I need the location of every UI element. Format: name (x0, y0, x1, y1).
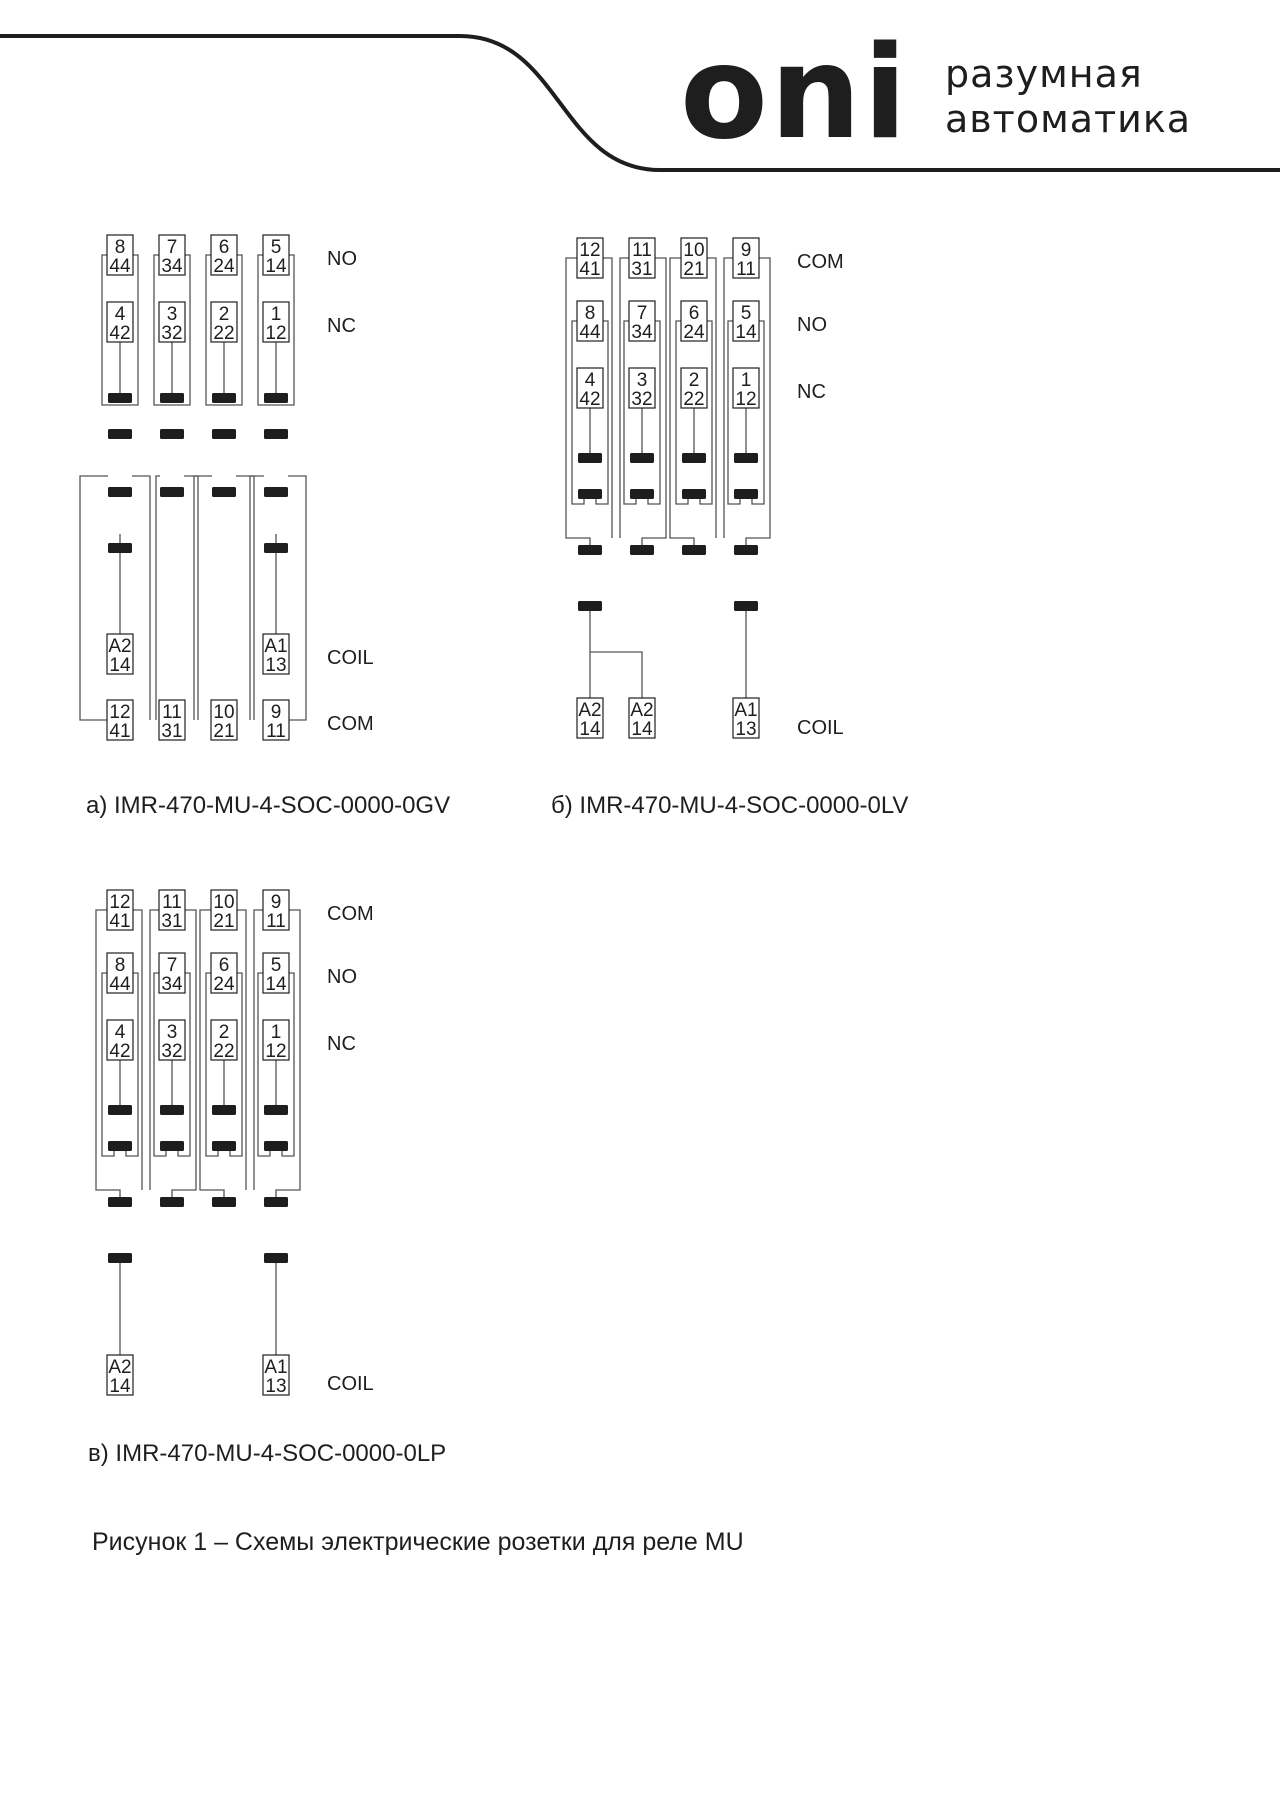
row-label-no: NO (797, 314, 827, 336)
diagram-a (80, 230, 400, 750)
row-label-com: COM (797, 251, 844, 273)
brand-tagline-line1: разумная (945, 52, 1143, 96)
terminal-bottom-number: 32 (631, 389, 653, 410)
terminal-bottom-number: 14 (735, 322, 757, 343)
terminal-bottom-number: 24 (213, 256, 235, 277)
terminal-bottom-number: 42 (579, 389, 601, 410)
wire (154, 973, 166, 1156)
terminal-top-number: 3 (636, 370, 648, 391)
terminal-bottom-number: 22 (213, 1041, 235, 1062)
contact-pad (682, 489, 706, 499)
contact-pad (160, 393, 184, 403)
terminal-bottom-number: 44 (109, 974, 131, 995)
contact-pad (264, 1197, 288, 1207)
terminal-bottom-number: 31 (631, 259, 653, 280)
page-header (0, 0, 1280, 190)
row-label-nc: NC (327, 315, 356, 337)
contact-pad (108, 487, 132, 497)
figure-caption: Рисунок 1 – Схемы электрические розетки для реле MU (92, 1528, 744, 1556)
contact-pad (160, 1141, 184, 1151)
terminal-bottom-number: 21 (683, 259, 705, 280)
terminal-top-number: 5 (740, 303, 752, 324)
terminal-top-number: 2 (688, 370, 700, 391)
contact-pad (160, 1105, 184, 1115)
contact-pad (264, 1253, 288, 1263)
contact-pad (108, 1105, 132, 1115)
terminal-bottom-number: 44 (109, 256, 131, 277)
terminal-bottom-number: 24 (213, 974, 235, 995)
terminal-top-number: A2 (630, 700, 654, 721)
contact-pad (108, 1141, 132, 1151)
terminal-top-number: A2 (578, 700, 602, 721)
terminal-top-number: 10 (683, 240, 705, 261)
terminal-bottom-number: 13 (265, 1376, 287, 1397)
contact-pad (682, 453, 706, 463)
contact-pad (264, 429, 288, 439)
contact-pad (160, 487, 184, 497)
wire (752, 321, 764, 504)
contact-pad (734, 489, 758, 499)
terminal-top-number: 5 (270, 955, 282, 976)
terminal-top-number: 6 (218, 955, 230, 976)
terminal-bottom-number: 21 (213, 911, 235, 932)
terminal-top-number: 1 (740, 370, 752, 391)
terminal-bottom-number: 22 (683, 389, 705, 410)
contact-pad (212, 1197, 236, 1207)
terminal-bottom-number: 34 (631, 322, 653, 343)
contact-pad (108, 429, 132, 439)
terminal-top-number: 11 (632, 240, 652, 261)
contact-pad (578, 545, 602, 555)
wire (184, 476, 198, 720)
terminal-bottom-number: 14 (631, 719, 653, 740)
terminal-top-number: A2 (108, 1357, 132, 1378)
terminal-top-number: 11 (162, 702, 182, 723)
contact-pad (578, 489, 602, 499)
wire (132, 476, 150, 720)
terminal-bottom-number: 42 (109, 323, 131, 344)
terminal-bottom-number: 22 (213, 323, 235, 344)
contact-pad (734, 545, 758, 555)
terminal-top-number: 6 (218, 237, 230, 258)
wire (250, 476, 264, 720)
contact-pad (212, 487, 236, 497)
terminal-bottom-number: 14 (109, 1376, 131, 1397)
row-label-coil: COIL (327, 1373, 374, 1395)
terminal-top-number: 12 (109, 892, 131, 913)
terminal-top-number: 8 (114, 955, 126, 976)
terminal-top-number: 12 (579, 240, 601, 261)
terminal-top-number: 5 (270, 237, 282, 258)
contact-pad (108, 1253, 132, 1263)
contact-pad (264, 1141, 288, 1151)
contact-pad (160, 1197, 184, 1207)
row-label-no: NO (327, 966, 357, 988)
terminal-top-number: A2 (108, 636, 132, 657)
terminal-bottom-number: 11 (736, 259, 756, 280)
terminal-bottom-number: 14 (109, 655, 131, 676)
terminal-bottom-number: 44 (579, 322, 601, 343)
terminal-bottom-number: 12 (265, 323, 287, 344)
contact-pad (630, 453, 654, 463)
terminal-top-number: 9 (270, 892, 282, 913)
contact-pad (160, 429, 184, 439)
contact-pad (264, 1105, 288, 1115)
wire (230, 973, 242, 1156)
wire (178, 973, 190, 1156)
wire (288, 476, 306, 720)
row-label-com: COM (327, 713, 374, 735)
terminal-top-number: 10 (213, 702, 235, 723)
contact-pad (212, 429, 236, 439)
wire (206, 973, 218, 1156)
row-label-coil: COIL (797, 717, 844, 739)
wire (156, 476, 160, 720)
row-label-nc: NC (797, 381, 826, 403)
wire (572, 321, 584, 504)
wire (728, 321, 740, 504)
brand-tagline-line2: автоматика (945, 97, 1192, 141)
terminal-bottom-number: 21 (213, 721, 235, 742)
terminal-top-number: 1 (270, 1022, 282, 1043)
terminal-top-number: 8 (114, 237, 126, 258)
wire (596, 321, 608, 504)
wire (590, 652, 642, 698)
wire (700, 321, 712, 504)
terminal-bottom-number: 31 (161, 721, 183, 742)
wire (648, 321, 660, 504)
row-label-no: NO (327, 248, 357, 270)
brand-logo: oni (680, 19, 909, 168)
wire (102, 973, 114, 1156)
terminal-top-number: 3 (166, 304, 178, 325)
contact-pad (630, 545, 654, 555)
diagram-b-caption: б) IMR-470-MU-4-SOC-0000-0LV (551, 792, 909, 819)
wire (194, 476, 212, 720)
contact-pad (264, 543, 288, 553)
terminal-bottom-number: 34 (161, 974, 183, 995)
terminal-bottom-number: 12 (265, 1041, 287, 1062)
wire (676, 321, 688, 504)
terminal-top-number: 2 (218, 1022, 230, 1043)
diagram-a-caption: а) IMR-470-MU-4-SOC-0000-0GV (86, 792, 451, 819)
terminal-top-number: 9 (740, 240, 752, 261)
row-label-coil: COIL (327, 647, 374, 669)
wire (624, 321, 636, 504)
terminal-bottom-number: 32 (161, 1041, 183, 1062)
contact-pad (212, 1141, 236, 1151)
terminal-bottom-number: 11 (266, 721, 286, 742)
contact-pad (578, 453, 602, 463)
terminal-bottom-number: 41 (579, 259, 601, 280)
contact-pad (578, 601, 602, 611)
terminal-bottom-number: 11 (266, 911, 286, 932)
wire (258, 973, 270, 1156)
contact-pad (682, 545, 706, 555)
terminal-top-number: 4 (584, 370, 596, 391)
terminal-top-number: 7 (166, 237, 178, 258)
diagram-c-caption: в) IMR-470-MU-4-SOC-0000-0LP (88, 1440, 447, 1467)
terminal-top-number: 11 (162, 892, 182, 913)
contact-pad (734, 601, 758, 611)
wire (126, 973, 138, 1156)
terminal-top-number: 8 (584, 303, 596, 324)
terminal-bottom-number: 13 (265, 655, 287, 676)
terminal-top-number: 12 (109, 702, 131, 723)
contact-pad (734, 453, 758, 463)
terminal-bottom-number: 14 (265, 256, 287, 277)
contact-pad (108, 393, 132, 403)
wire (282, 973, 294, 1156)
terminal-bottom-number: 14 (579, 719, 601, 740)
terminal-top-number: 4 (114, 1022, 126, 1043)
terminal-bottom-number: 41 (109, 721, 131, 742)
terminal-bottom-number: 41 (109, 911, 131, 932)
contact-pad (630, 489, 654, 499)
terminal-top-number: A1 (264, 1357, 288, 1378)
terminal-bottom-number: 12 (735, 389, 757, 410)
terminal-top-number: 9 (270, 702, 282, 723)
terminal-top-number: 1 (270, 304, 282, 325)
wire (236, 476, 254, 720)
terminal-bottom-number: 31 (161, 911, 183, 932)
terminal-top-number: 7 (636, 303, 648, 324)
terminal-top-number: 3 (166, 1022, 178, 1043)
diagram-c (80, 880, 400, 1400)
terminal-bottom-number: 42 (109, 1041, 131, 1062)
terminal-top-number: 4 (114, 304, 126, 325)
contact-pad (108, 543, 132, 553)
terminal-top-number: 7 (166, 955, 178, 976)
terminal-top-number: 6 (688, 303, 700, 324)
terminal-bottom-number: 13 (735, 719, 757, 740)
contact-pad (108, 1197, 132, 1207)
contact-pad (264, 487, 288, 497)
terminal-bottom-number: 14 (265, 974, 287, 995)
wire (80, 476, 108, 720)
terminal-bottom-number: 24 (683, 322, 705, 343)
contact-pad (212, 1105, 236, 1115)
diagram-b (550, 230, 870, 750)
terminal-bottom-number: 32 (161, 323, 183, 344)
row-label-nc: NC (327, 1033, 356, 1055)
terminal-top-number: 10 (213, 892, 235, 913)
terminal-top-number: A1 (734, 700, 758, 721)
terminal-top-number: 2 (218, 304, 230, 325)
contact-pad (264, 393, 288, 403)
terminal-bottom-number: 34 (161, 256, 183, 277)
contact-pad (212, 393, 236, 403)
terminal-top-number: A1 (264, 636, 288, 657)
row-label-com: COM (327, 903, 374, 925)
